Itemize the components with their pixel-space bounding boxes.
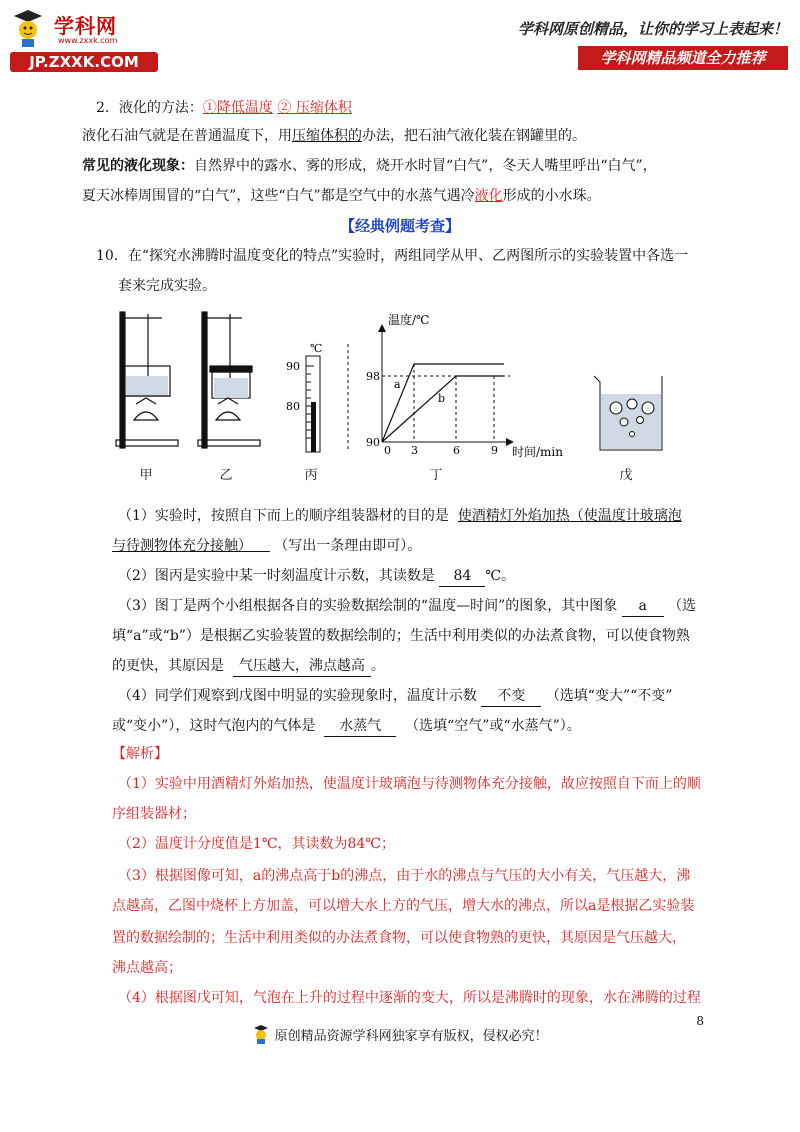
method-2: ② 压缩体积 [277,100,352,116]
answer-liquefaction: 液化 [474,188,503,204]
answer-1-part-1: 使酒精灯外焰加热（使温度计玻璃泡 [457,508,682,524]
text-span: 或“变小”），这时气泡内的气体是 [112,718,316,734]
graph-label-b: b [438,392,446,405]
page-number: 8 [696,1014,704,1028]
graph-y-98: 98 [366,370,380,383]
text-span: 的更快，其原因是 [112,658,224,674]
text-span: 办法，把石油气液化装在钢罐里的。 [362,128,586,144]
paragraph-white-gas [82,186,601,206]
thermometer-unit: ℃ [310,342,323,355]
graph-x-3: 3 [411,444,418,457]
figure-label-jia: 甲 [139,468,153,483]
figure-label-wu: 戊 [619,468,633,483]
answer-1-part-2: 与待测物体充分接触） [112,538,252,554]
site-badge[interactable]: JP.ZXXK.COM [10,52,158,72]
graph-x-6: 6 [453,444,460,457]
thermometer-tick-90: 90 [286,360,300,373]
graph-x-0: 0 [384,444,391,457]
answer-2: 84 [439,566,485,587]
methods-heading: 2．液化的方法： [96,100,203,116]
thermometer-tick-80: 80 [286,400,300,413]
answer-4-gas: 水蒸气 [324,716,396,737]
sub-question-3 [118,596,696,617]
method-1: ①降低温度 [202,100,273,116]
thermometer-bing [286,342,322,452]
text-span: （3）图丁是两个小组根据各自的实验数据绘制的“温度—时间”的图象，其中图象 [118,598,618,614]
text-span: 形成的小水珠。 [502,188,601,204]
mascot-logo-icon [10,8,46,48]
mascot-footer-icon [252,1024,270,1044]
analysis-line-5: 点越高，乙图中烧杯上方加盖，可以增大水上方的气压，增大水的沸点，所以a是根据乙实验装 [112,898,695,914]
text-span: （2）图丙是实验中某一时刻温度计示数，其读数是 [118,568,435,584]
sub-question-4-cont [112,716,581,737]
logo-name: 学科网 [54,14,117,38]
text-span: （选填“空气”或“水蒸气”）。 [405,718,581,734]
sub-question-2 [118,566,515,587]
graph-label-a: a [394,378,401,391]
text-span: 液化石油气就是在普通温度下，用 [82,128,292,144]
text-span: 自然界中的露水、雾的形成，烧开水时冒“白气”，冬天人嘴里呼出“白气”， [194,158,657,174]
analysis-line-2: 序组装器材； [112,806,196,822]
sub-question-4 [118,686,672,707]
paragraph-common-phenomena [82,156,657,176]
answer-3: a [622,596,664,617]
analysis-line-7: 沸点越高； [112,960,182,976]
figure-label-bing: 丙 [304,468,318,483]
sub-question-1 [118,506,682,526]
analysis-line-1: （1）实验中用酒精灯外焰加热，使温度计玻璃泡与待测物体充分接触，故应按照自下而上的顺 [118,776,701,792]
question-stem-2: 套来完成实验。 [118,278,216,294]
sub-question-1-cont [112,536,421,556]
analysis-title: 【解析】 [112,746,168,762]
analysis-line-4: （3）根据图像可知，a的沸点高于b的沸点，由于水的沸点与气压的大小有关，气压越大，沸 [118,868,691,884]
logo-url: www.zxxk.com [58,36,118,45]
experiment-figures [110,304,710,484]
text-span: （选填“变大”“不变” [545,688,673,704]
paragraph-lpg [82,126,586,146]
underlined-term: 压缩体积的 [292,128,362,144]
bold-label: 常见的液化现象： [82,158,194,174]
sub-question-3-cont-1: 填“a”或“b”）是根据乙实验装置的数据绘制的；生活中利用类似的办法煮食物，可以使食物熟 [112,628,690,644]
temperature-time-graph [366,312,563,459]
analysis-line-3: （2）温度计分度值是1℃，其读数为84℃； [118,836,395,852]
text-span: 夏天冰棒周围冒的“白气”，这些“白气”都是空气中的水蒸气遇冷 [82,188,475,204]
figure-label-ding: 丁 [429,468,443,483]
graph-x-9: 9 [491,444,498,457]
text-span: （1）实验时，按照自下而上的顺序组装器材的目的是 [118,508,449,524]
apparatus-jia [116,312,178,448]
text-span: （写出一条理由即可）。 [274,538,422,554]
question-stem-1: 10．在“探究水沸腾时温度变化的特点”实验时，两组同学从甲、乙两图所示的实验装置中各选一 [96,248,689,264]
header-slogan: 学科网原创精品，让你的学习上表起来！ [517,20,788,38]
apparatus-yi [198,312,260,448]
answer-4: 不变 [481,686,541,707]
header-banner: 学科网精品频道全力推荐 [578,46,788,70]
text-span: 。 [370,658,385,674]
copyright-text: 原创精品资源学科网独家享有版权，侵权必究！ [274,1029,548,1044]
page-header [0,0,800,80]
analysis-line-6: 置的数据绘制的；生活中利用类似的办法煮食物，可以使食物熟的更快，其原因是气压越大， [112,930,686,946]
figure-label-yi: 乙 [219,468,233,483]
sub-question-3-cont-2 [112,656,385,677]
graph-y-90: 90 [366,436,380,449]
text-span: （4）同学们观察到戊图中明显的实验现象时，温度计示数 [118,688,477,704]
beaker-wu [594,376,662,450]
analysis-line-8: （4）根据图戊可知，气泡在上升的过程中逐渐的变大，所以是沸腾时的现象，水在沸腾的过程 [118,990,701,1006]
footer-copyright [0,1024,800,1044]
text-span: ℃。 [485,568,516,584]
text-span: （选 [668,598,697,614]
graph-y-label: 温度/℃ [388,313,430,327]
example-title: 【经典例题考查】 [339,217,460,235]
graph-x-label: 时间/min [512,445,563,459]
answer-3-reason: 气压越大，沸点越高 [233,656,371,677]
liquefaction-methods [96,98,352,118]
